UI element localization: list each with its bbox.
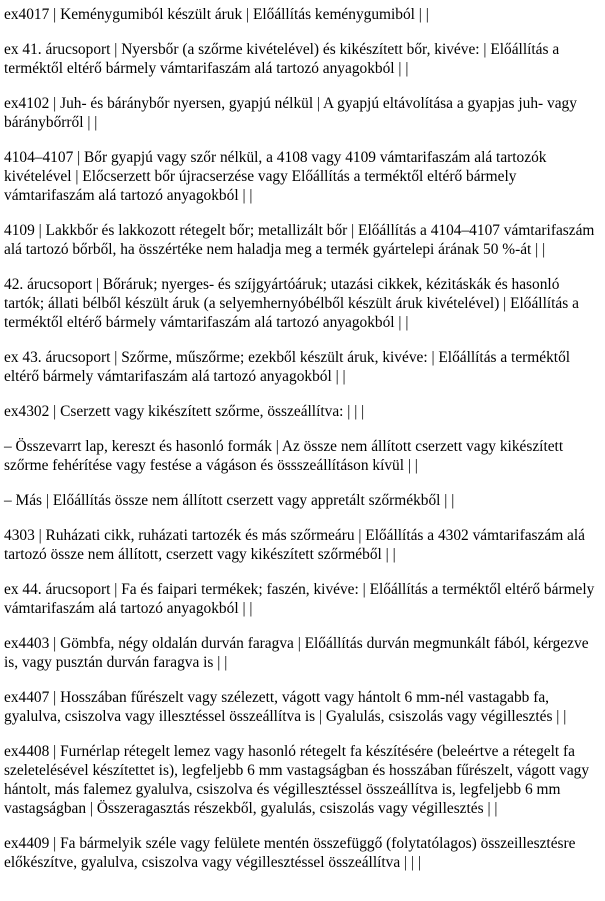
paragraph-chapter-41: ex 41. árucsoport | Nyersbőr (a szőrme kivételével) és kikészített bőr, kivéve: | Előállítás a terméktől eltérő bármely vámtarifaszám alá tartozó anyagokból | | [4,41,560,77]
paragraph-4109: 4109 | Lakkbőr és lakkozott rétegelt bőr; metallizált bőr | Előállítás a 4104–4107 vámtarifaszám alá tartozó bőrből, ha összértéke nem haladja meg a termék gyártelepi árának 50 %-át | | [4,222,595,258]
paragraph-chapter-44: ex 44. árucsoport | Fa és faipari termékek; faszén, kivéve: | Előállítás a terméktől eltérő bármely vámtarifaszám alá tartozó anyagokból | | [4,581,595,617]
paragraph-4303: 4303 | Ruházati cikk, ruházati tartozék és más szőrmeáru | Előállítás a 4302 vámtarifaszám alá tartozó össze nem állított, cserzett vagy kikészített szőrméből | | [4,527,585,563]
paragraph-4104-4107: 4104–4107 | Bőr gyapjú vagy szőr nélkül, a 4108 vagy 4109 vámtarifaszám alá tartozók kivételével | Előcserzett bőr újracserzése vagy Előállítás a terméktől eltérő bármely vámtarifaszám alá tartozó anyagokból | | [4,149,547,204]
paragraph-ex4407: ex4407 | Hosszában fűrészelt vagy szélezett, vágott vagy hántolt 6 mm-nél vastagabb fa, gyalulva, csiszolva vagy illesztéssel összeállítva is | Gyalulás, csiszolás vagy végillesztés | | [4,689,567,725]
document-page [4,5,598,888]
paragraph-ex4302: ex4302 | Cserzett vagy kikészített szőrme, összeállítva: | | | [4,403,365,420]
paragraph-ex4102: ex4102 | Juh- és báránybőr nyersen, gyapjú nélkül | A gyapjú eltávolítása a gyapjas juh- vagy báránybőrről | | [4,95,577,131]
paragraph-ex4017: ex4017 | Keménygumiból készült áruk | Előállítás keménygumiból | | [4,6,429,23]
paragraph-ex4408: ex4408 | Furnérlap rétegelt lemez vagy hasonló rétegelt fa készítésére (beleértve a rétegelt fa szeletelésével készítettet is), legfeljebb 6 mm vastagságban és hosszában fűrészelt, vágott vagy hántolt, más falemez gyalulva, csiszolva és végillesztéssel összeállítva is, legfeljebb 6 mm vastagságban | Összeragasztás részekből, gyalulás, csiszolás vagy végillesztés | | [4,743,590,817]
paragraph-ex4409: ex4409 | Fa bármelyik széle vagy felülete mentén összefüggő (folytatólagos) összeillesztésre előkészítve, gyalulva, csiszolva vagy végillesztéssel összeállítva | | | [4,835,576,871]
paragraph-ex4302-sewn: – Összevarrt lap, kereszt és hasonló formák | Az össze nem állított cserzett vagy kikészített szőrme fehérítése vagy festése a vágáson és össszeállításon kívül | | [4,438,564,474]
paragraph-chapter-43: ex 43. árucsoport | Szőrme, műszőrme; ezekből készült áruk, kivéve: | Előállítás a terméktől eltérő bármely vámtarifaszám alá tartozó anyagokból | | [4,349,571,385]
paragraph-ex4403: ex4403 | Gömbfa, négy oldalán durván faragva | Előállítás durván megmunkált fából, kérgezve is, vagy pusztán durván faragva is | | [4,635,589,671]
paragraph-chapter-42: 42. árucsoport | Bőráruk; nyerges- és szíjgyártóáruk; utazási cikkek, kézitáskák és hasonló tartók; állati bélből készült áruk (a selyemhernyóbélből készült áruk kivételével) | Előállítás a terméktől eltérő bármely vámtarifaszám alá tartozó anyagokból | | [4,276,579,331]
paragraph-ex4302-other: – Más | Előállítás össze nem állított cserzett vagy appretált szőrmékből | | [4,492,455,509]
